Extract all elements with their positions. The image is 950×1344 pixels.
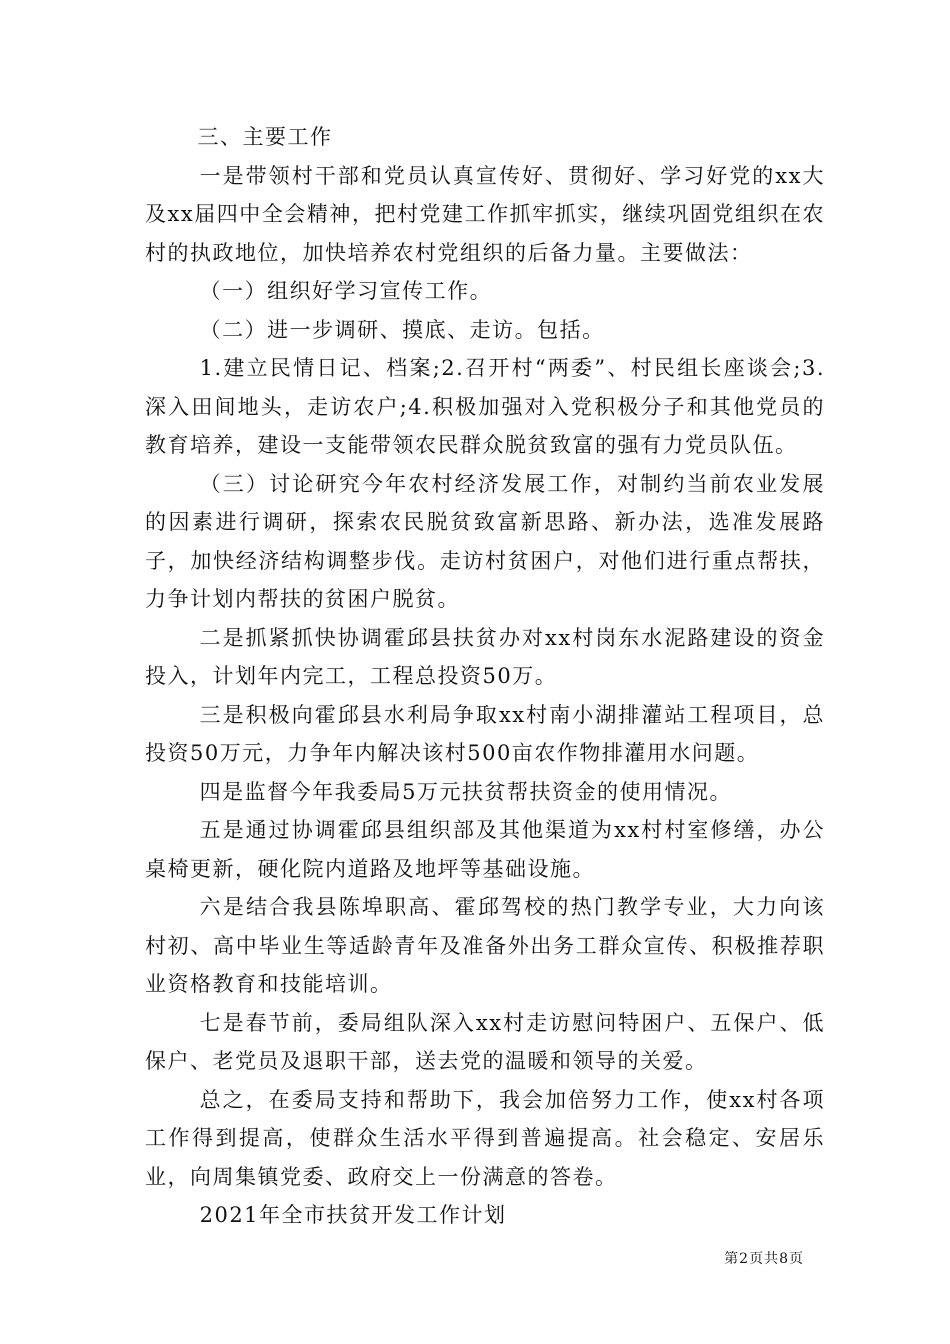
page-number: 第2页共8页 xyxy=(724,1251,804,1267)
paragraph: 一是带领村干部和党员认真宣传好、贯彻好、学习好党的xx大及xx届四中全会精神，把村党建工作抓牢抓实，继续巩固党组织在农村的执政地位，加快培养农村党组织的后备力量。主要做法： xyxy=(145,163,825,265)
paragraph: 1.建立民情日记、档案;2.召开村“两委”、村民组长座谈会;3.深入田间地头，走访农户;4.积极加强对入党积极分子和其他党员的教育培养，建设一支能带领农民群众脱贫致富的强有力党员队伍。 xyxy=(145,356,825,457)
paragraph: 七是春节前，委局组队深入xx村走访慰问特困户、五保户、低保户、老党员及退职干部，送去党的温暖和领导的关爱。 xyxy=(145,1010,825,1073)
paragraph: （三）讨论研究今年农村经济发展工作，对制约当前农业发展的因素进行调研，探索农民脱贫致富新思路、新办法，选准发展路子，加快经济结构调整步伐。走访村贫困户，对他们进行重点帮扶，力争计划内帮扶的贫困户脱贫。 xyxy=(145,471,825,611)
next-title: 2021年全市扶贫开发工作计划 xyxy=(199,1203,507,1227)
paragraph: 总之，在委局支持和帮助下，我会加倍努力工作，使xx村各项工作得到提高，使群众生活水平得到普遍提高。社会稳定、安居乐业，向周集镇党委、政府交上一份满意的答卷。 xyxy=(145,1087,825,1189)
paragraph: （二）进一步调研、摸底、走访。包括。 xyxy=(199,317,605,342)
paragraph: 六是结合我县陈埠职高、霍邱驾校的热门教学专业，大力向该村初、高中毕业生等适龄青年及准备外出务工群众宣传、积极推荐职业资格教育和技能培训。 xyxy=(145,895,825,996)
paragraph: 三是积极向霍邱县水利局争取xx村南小湖排灌站工程项目，总投资50万元，力争年内解决该村500亩农作物排灌用水问题。 xyxy=(145,702,825,765)
paragraph: 二是抓紧抓快协调霍邱县扶贫办对xx村岗东水泥路建设的资金投入，计划年内完工，工程总投资50万。 xyxy=(145,625,825,688)
section-heading: 三、主要工作 xyxy=(197,125,333,149)
paragraph: 五是通过协调霍邱县组织部及其他渠道为xx村村室修缮，办公桌椅更新，硬化院内道路及地坪等基础设施。 xyxy=(145,818,825,881)
document-body xyxy=(145,118,825,1235)
paragraph: （一）组织好学习宣传工作。 xyxy=(199,279,493,303)
paragraph: 四是监督今年我委局5万元扶贫帮扶资金的使用情况。 xyxy=(199,779,732,804)
